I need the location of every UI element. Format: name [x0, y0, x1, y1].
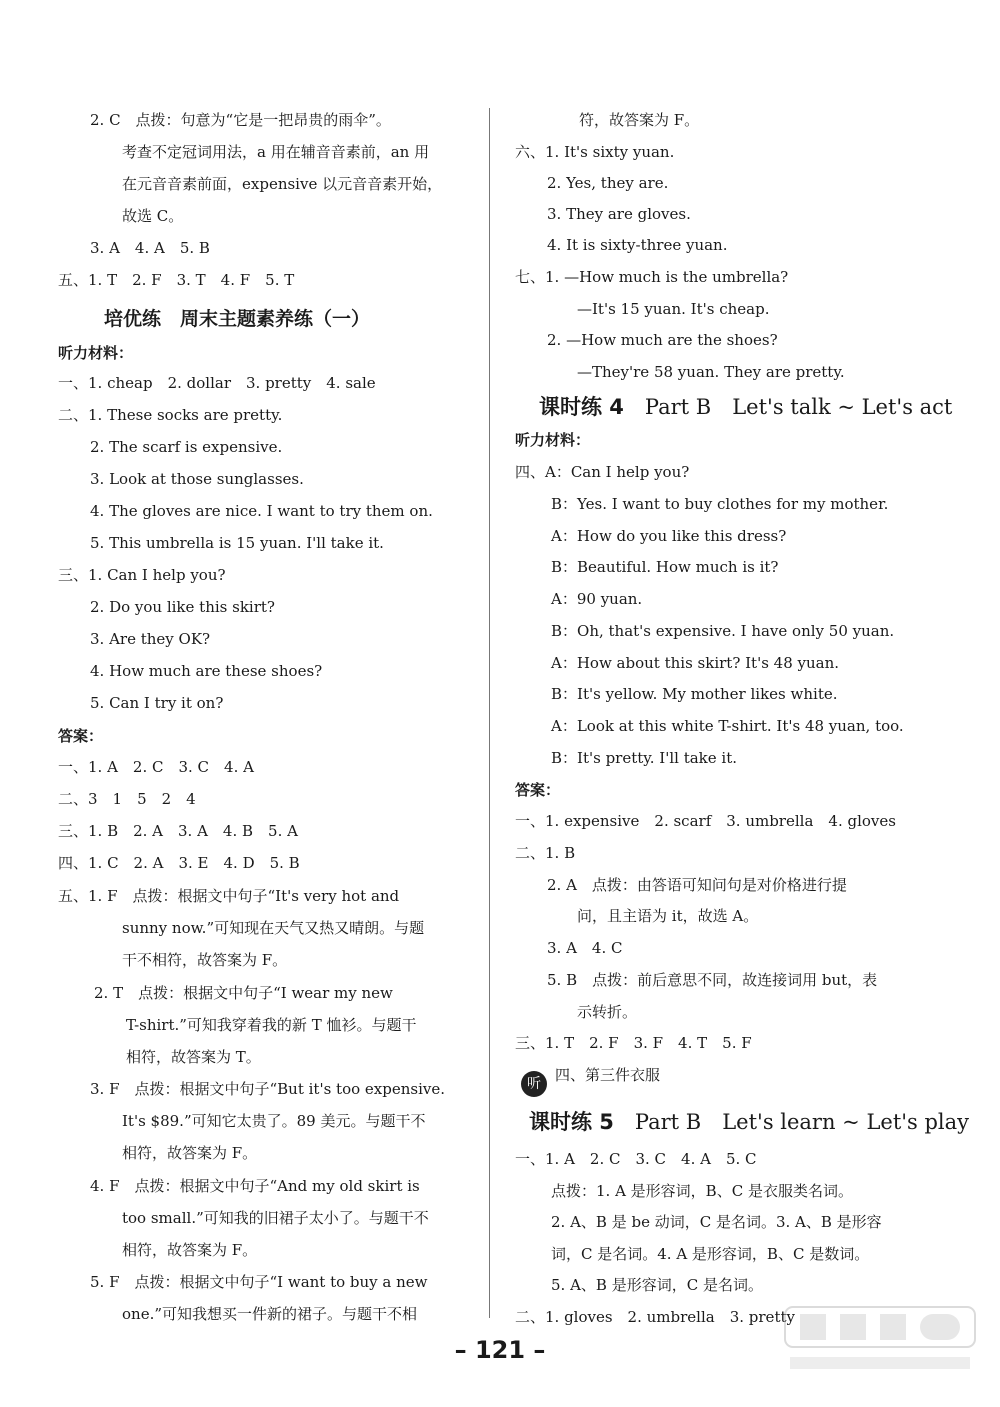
watermark-logo — [780, 1302, 980, 1377]
page-number: – 121 – — [454, 1336, 546, 1364]
text-line: 二、1. gloves 2. umbrella 3. pretty — [515, 1308, 795, 1326]
text-line: 2. Yes, they are. — [547, 174, 669, 192]
text-line: 干不相符，故答案为 F。 — [122, 951, 288, 969]
text-line: 四、A：Can I help you? — [515, 463, 690, 481]
section-label: 听力材料： — [58, 344, 134, 362]
text-line: 六、1. It's sixty yuan. — [515, 143, 675, 161]
text-line: 3. A 4. C — [547, 939, 623, 957]
text-line: 4. The gloves are nice. I want to try them on. — [90, 502, 433, 520]
text-line: 相符，故答案为 T。 — [126, 1048, 261, 1066]
lesson-heading — [529, 1109, 969, 1135]
text-line: 二、3 1 5 2 4 — [58, 790, 196, 808]
text-line: 4. F 点拨：根据文中句子“And my old skirt is — [90, 1177, 420, 1195]
text-line: B：Yes. I want to buy clothes for my mother. — [551, 495, 889, 513]
text-line: 3. They are gloves. — [547, 205, 691, 223]
text-line: sunny now.”可知现在天气又热又晴朗。与题 — [122, 919, 425, 937]
text-line: 2. C 点拨：句意为“它是一把昂贵的雨伞”。 — [90, 111, 391, 129]
text-line: 4. It is sixty-three yuan. — [547, 236, 728, 254]
text-line: 2. A 点拨：由答语可知问句是对价格进行提 — [547, 876, 847, 894]
text-line: 5. F 点拨：根据文中句子“I want to buy a new — [90, 1273, 428, 1291]
text-line: 三、1. T 2. F 3. F 4. T 5. F — [515, 1034, 752, 1052]
section-label: 听力材料： — [515, 431, 591, 449]
text-line: 点拨：1. A 是形容词，B、C 是衣服类名词。 — [551, 1182, 853, 1200]
text-line: 2. Do you like this skirt? — [90, 598, 275, 616]
lesson-heading-title: Part B Let's talk ~ Let's act — [623, 395, 953, 419]
text-line: 示转折。 — [577, 1003, 638, 1021]
text-line: 2. A、B 是 be 动词，C 是名词。3. A、B 是形容 — [551, 1213, 882, 1231]
text-line: B：It's yellow. My mother likes white. — [551, 685, 838, 703]
text-line: 5. This umbrella is 15 yuan. I'll take it. — [90, 534, 384, 552]
text-line: 2. The scarf is expensive. — [90, 438, 283, 456]
text-line: 3. A 4. A 5. B — [90, 239, 210, 257]
text-line: one.”可知我想买一件新的裙子。与题干不相 — [122, 1305, 418, 1323]
text-line: 5. Can I try it on? — [90, 694, 224, 712]
text-line: B：Beautiful. How much is it? — [551, 558, 779, 576]
text-line: 在元音音素前面，expensive 以元音音素开始， — [122, 175, 443, 193]
text-line: A：Look at this white T-shirt. It's 48 yuan, too. — [551, 717, 904, 735]
lesson-heading-title: Part B Let's learn ~ Let's play — [613, 1110, 970, 1134]
text-line: 五、1. T 2. F 3. T 4. F 5. T — [58, 271, 295, 289]
text-line: 考查不定冠词用法，a 用在辅音音素前，an 用 — [122, 143, 430, 161]
text-line: 一、1. expensive 2. scarf 3. umbrella 4. gloves — [515, 812, 896, 830]
section-label: 答案： — [515, 781, 561, 799]
lesson-heading-label: 课时练 5 — [529, 1110, 614, 1134]
text-line: 2. T 点拨：根据文中句子“I wear my new — [94, 984, 393, 1002]
lesson-heading-label: 课时练 4 — [539, 395, 624, 419]
text-line: 4. How much are these shoes? — [90, 662, 323, 680]
text-line: 三、1. B 2. A 3. A 4. B 5. A — [58, 822, 298, 840]
text-line: 四、第三件衣服 — [555, 1066, 661, 1084]
text-line: A：How about this skirt? It's 48 yuan. — [551, 654, 840, 672]
text-line: 相符，故答案为 F。 — [122, 1241, 258, 1259]
listen-icon: 听 — [521, 1071, 547, 1097]
text-line: 四、1. C 2. A 3. E 4. D 5. B — [58, 854, 300, 872]
text-line: 5. B 点拨：前后意思不同，故连接词用 but，表 — [547, 971, 878, 989]
text-line: B：It's pretty. I'll take it. — [551, 749, 737, 767]
text-line: 五、1. F 点拨：根据文中句子“It's very hot and — [58, 887, 400, 905]
text-line: 2. —How much are the shoes? — [547, 331, 778, 349]
text-line: 符，故答案为 F。 — [579, 111, 700, 129]
section-heading: 培优练 周末主题素养练（一） — [104, 308, 371, 330]
text-line: 七、1. —How much is the umbrella? — [515, 268, 789, 286]
text-line: 二、1. These socks are pretty. — [58, 406, 283, 424]
text-line: 三、1. Can I help you? — [58, 566, 226, 584]
text-line: 3. Look at those sunglasses. — [90, 470, 304, 488]
text-line: T-shirt.”可知我穿着我的新 T 恤衫。与题干 — [126, 1016, 417, 1034]
text-line: 3. Are they OK? — [90, 630, 211, 648]
text-line: 一、1. A 2. C 3. C 4. A 5. C — [515, 1150, 757, 1168]
text-line: 二、1. B — [515, 844, 576, 862]
text-line: 一、1. A 2. C 3. C 4. A — [58, 758, 254, 776]
text-line: 问，且主语为 it，故选 A。 — [577, 907, 759, 925]
text-line: B：Oh, that's expensive. I have only 50 yuan. — [551, 622, 895, 640]
text-line: A：How do you like this dress? — [551, 527, 787, 545]
text-line: 5. A、B 是形容词，C 是名词。 — [551, 1276, 763, 1294]
text-line: 相符，故答案为 F。 — [122, 1144, 258, 1162]
text-line: 故选 C。 — [122, 207, 184, 225]
lesson-heading — [539, 394, 952, 420]
text-line: A：90 yuan. — [551, 590, 643, 608]
column-divider — [489, 108, 490, 1318]
text-line: —It's 15 yuan. It's cheap. — [577, 300, 770, 318]
text-line: —They're 58 yuan. They are pretty. — [577, 363, 845, 381]
text-line: 3. F 点拨：根据文中句子“But it's too expensive. — [90, 1080, 445, 1098]
section-label: 答案： — [58, 727, 104, 745]
text-line: It's $89.”可知它太贵了。89 美元。与题干不 — [122, 1112, 426, 1130]
text-line: 词，C 是名词。4. A 是形容词，B、C 是数词。 — [551, 1245, 870, 1263]
text-line: 一、1. cheap 2. dollar 3. pretty 4. sale — [58, 374, 376, 392]
text-line: too small.”可知我的旧裙子太小了。与题干不 — [122, 1209, 429, 1227]
